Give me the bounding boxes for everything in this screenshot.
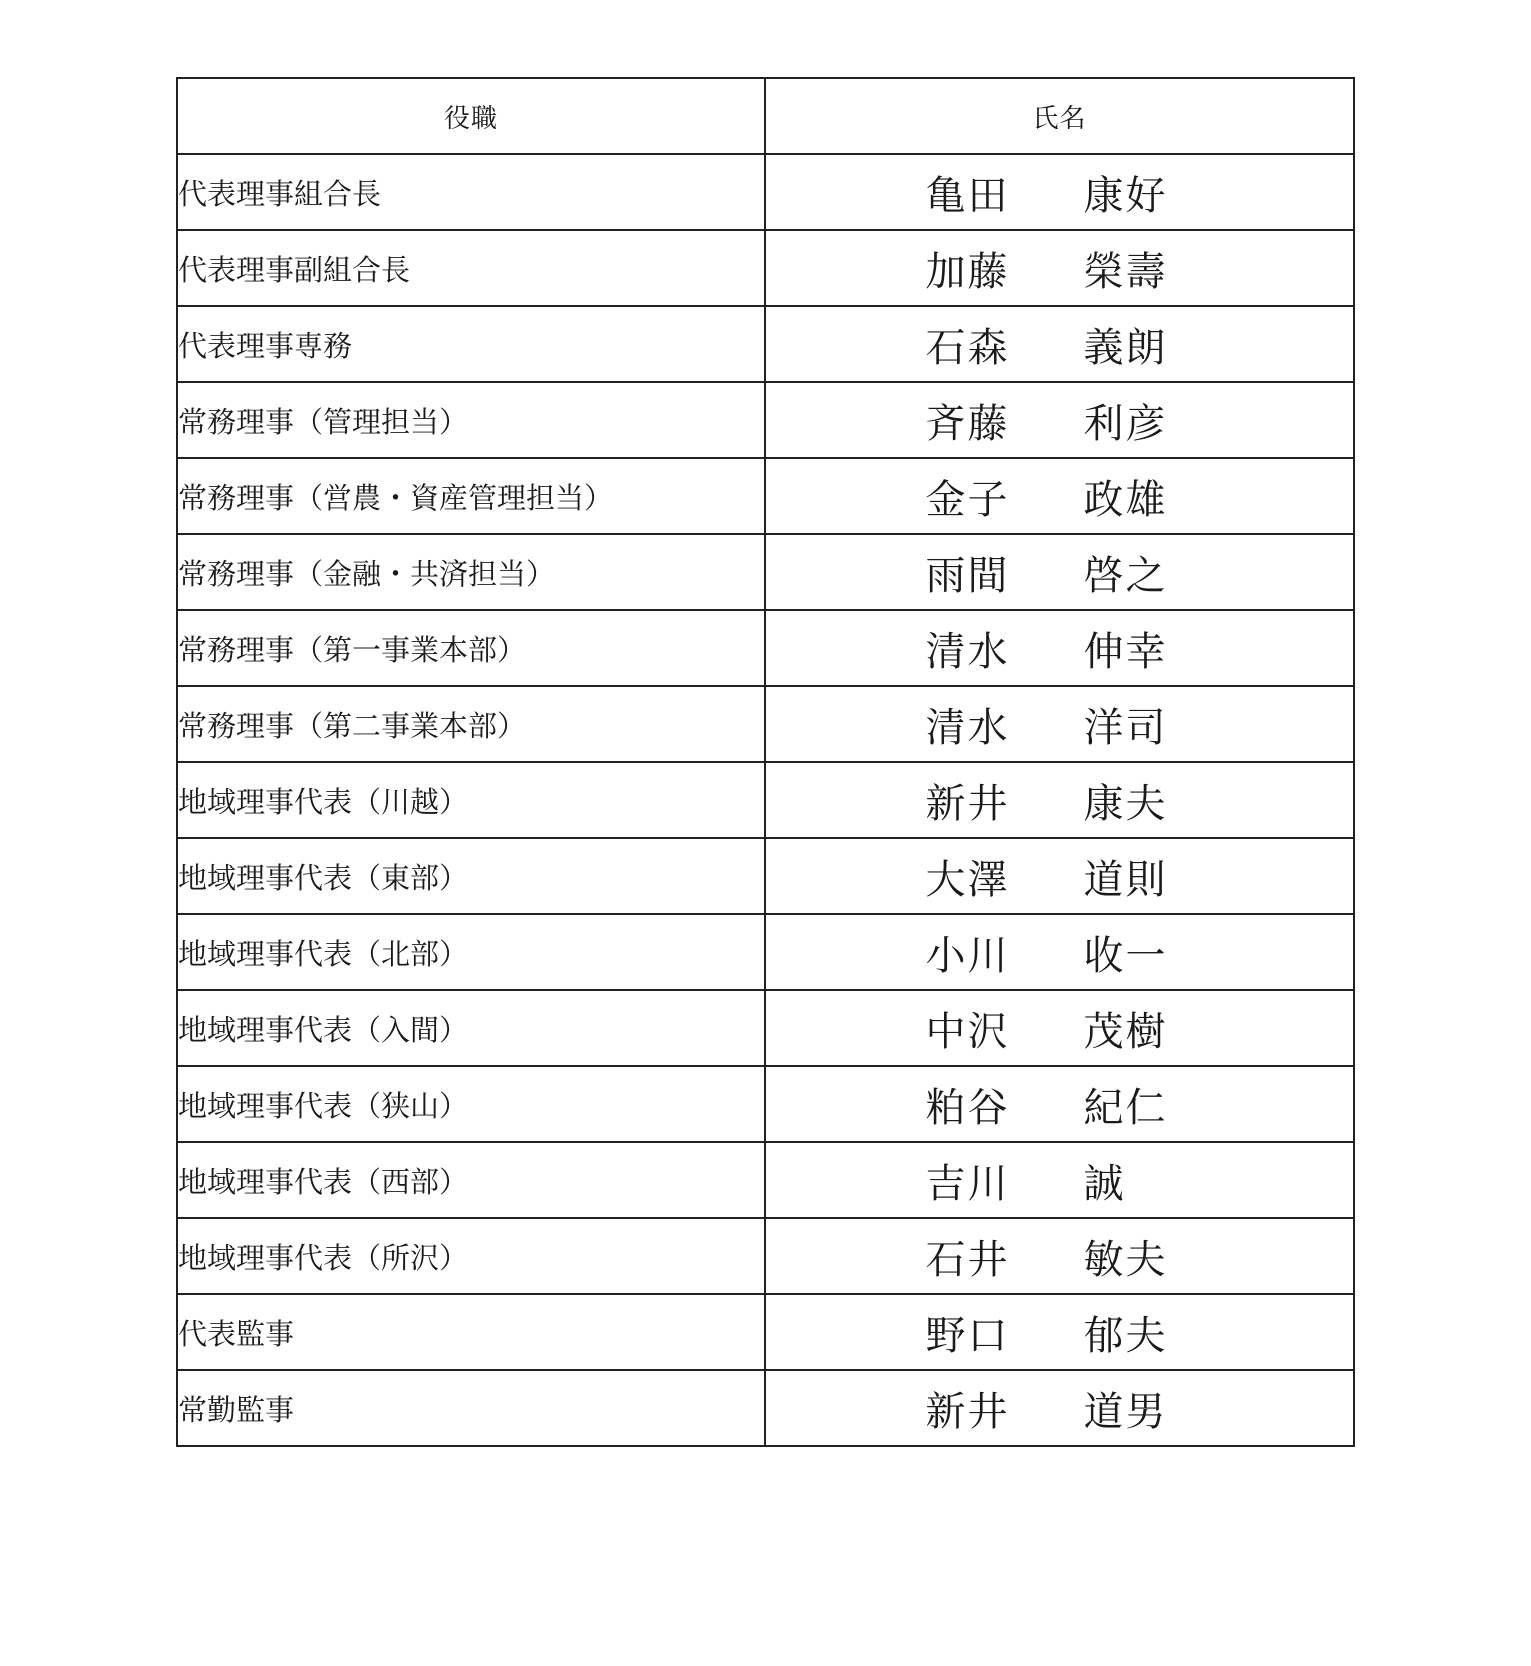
- role-cell: 地域理事代表（所沢）: [177, 1218, 765, 1294]
- name-cell: [765, 762, 1354, 838]
- name-cell: [765, 230, 1354, 306]
- name-cell: [765, 1142, 1354, 1218]
- role-cell: 地域理事代表（北部）: [177, 914, 765, 990]
- family-name: 石井: [925, 1236, 1010, 1283]
- name-cell: [765, 686, 1354, 762]
- table-row: [177, 1142, 1354, 1218]
- family-name: 清水: [925, 628, 1010, 675]
- table-row: [177, 382, 1354, 458]
- table-row: [177, 914, 1354, 990]
- table-row: [177, 230, 1354, 306]
- role-cell: 代表理事組合長: [177, 154, 765, 230]
- role-cell: 代表理事専務: [177, 306, 765, 382]
- name-cell: [765, 382, 1354, 458]
- role-cell: 常務理事（第二事業本部）: [177, 686, 765, 762]
- family-name: 石森: [925, 324, 1010, 371]
- name-cell: [765, 306, 1354, 382]
- table-row: [177, 1370, 1354, 1446]
- family-name: 新井: [925, 780, 1010, 827]
- header-row: [177, 78, 1354, 154]
- name-cell: [765, 990, 1354, 1066]
- given-name: 郁夫: [1083, 1312, 1168, 1359]
- family-name: 金子: [925, 476, 1010, 523]
- table-row: [177, 534, 1354, 610]
- given-name: 伸幸: [1083, 628, 1168, 675]
- family-name: 中沢: [925, 1008, 1010, 1055]
- given-name: 榮壽: [1083, 248, 1168, 295]
- role-cell: 常務理事（金融・共済担当）: [177, 534, 765, 610]
- role-cell: 常務理事（第一事業本部）: [177, 610, 765, 686]
- given-name: 茂樹: [1083, 1008, 1168, 1055]
- family-name: 雨間: [925, 552, 1010, 599]
- given-name: 利彦: [1083, 400, 1168, 447]
- role-cell: 代表監事: [177, 1294, 765, 1370]
- table-row: [177, 1294, 1354, 1370]
- table-row: [177, 990, 1354, 1066]
- table-row: [177, 458, 1354, 534]
- role-cell: 地域理事代表（狭山）: [177, 1066, 765, 1142]
- role-cell: 地域理事代表（川越）: [177, 762, 765, 838]
- family-name: 新井: [925, 1388, 1010, 1435]
- given-name: 敏夫: [1083, 1236, 1168, 1283]
- table-row: [177, 1218, 1354, 1294]
- family-name: 野口: [925, 1312, 1010, 1359]
- family-name: 吉川: [925, 1160, 1010, 1207]
- table-row: [177, 154, 1354, 230]
- header-name: 氏名: [765, 78, 1354, 154]
- name-cell: [765, 458, 1354, 534]
- role-cell: 地域理事代表（西部）: [177, 1142, 765, 1218]
- given-name: 收一: [1083, 932, 1168, 979]
- family-name: 大澤: [925, 856, 1010, 903]
- name-cell: [765, 1218, 1354, 1294]
- table-row: [177, 686, 1354, 762]
- name-cell: [765, 534, 1354, 610]
- officers-table: [176, 77, 1355, 1447]
- given-name: 紀仁: [1083, 1084, 1168, 1131]
- family-name: 粕谷: [925, 1084, 1010, 1131]
- given-name: 義朗: [1083, 324, 1168, 371]
- name-cell: [765, 154, 1354, 230]
- given-name: 洋司: [1083, 704, 1168, 751]
- family-name: 小川: [925, 932, 1010, 979]
- family-name: 清水: [925, 704, 1010, 751]
- name-cell: [765, 1066, 1354, 1142]
- given-name: 康夫: [1083, 780, 1168, 827]
- role-cell: 常務理事（管理担当）: [177, 382, 765, 458]
- name-cell: [765, 914, 1354, 990]
- family-name: 斉藤: [925, 400, 1010, 447]
- table-row: [177, 1066, 1354, 1142]
- given-name: 道男: [1083, 1388, 1168, 1435]
- table-row: [177, 306, 1354, 382]
- given-name: 康好: [1083, 172, 1168, 219]
- role-cell: 代表理事副組合長: [177, 230, 765, 306]
- family-name: 亀田: [925, 172, 1010, 219]
- table-row: [177, 762, 1354, 838]
- family-name: 加藤: [925, 248, 1010, 295]
- name-cell: [765, 610, 1354, 686]
- table-row: [177, 610, 1354, 686]
- role-cell: 地域理事代表（東部）: [177, 838, 765, 914]
- given-name: 誠: [1083, 1160, 1126, 1207]
- role-cell: 常務理事（営農・資産管理担当）: [177, 458, 765, 534]
- given-name: 啓之: [1083, 552, 1168, 599]
- given-name: 道則: [1083, 856, 1168, 903]
- given-name: 政雄: [1083, 476, 1168, 523]
- table-row: [177, 838, 1354, 914]
- role-cell: 常勤監事: [177, 1370, 765, 1446]
- header-role: 役職: [177, 78, 765, 154]
- name-cell: [765, 838, 1354, 914]
- officers-table-body: [177, 154, 1354, 1446]
- name-cell: [765, 1370, 1354, 1446]
- name-cell: [765, 1294, 1354, 1370]
- role-cell: 地域理事代表（入間）: [177, 990, 765, 1066]
